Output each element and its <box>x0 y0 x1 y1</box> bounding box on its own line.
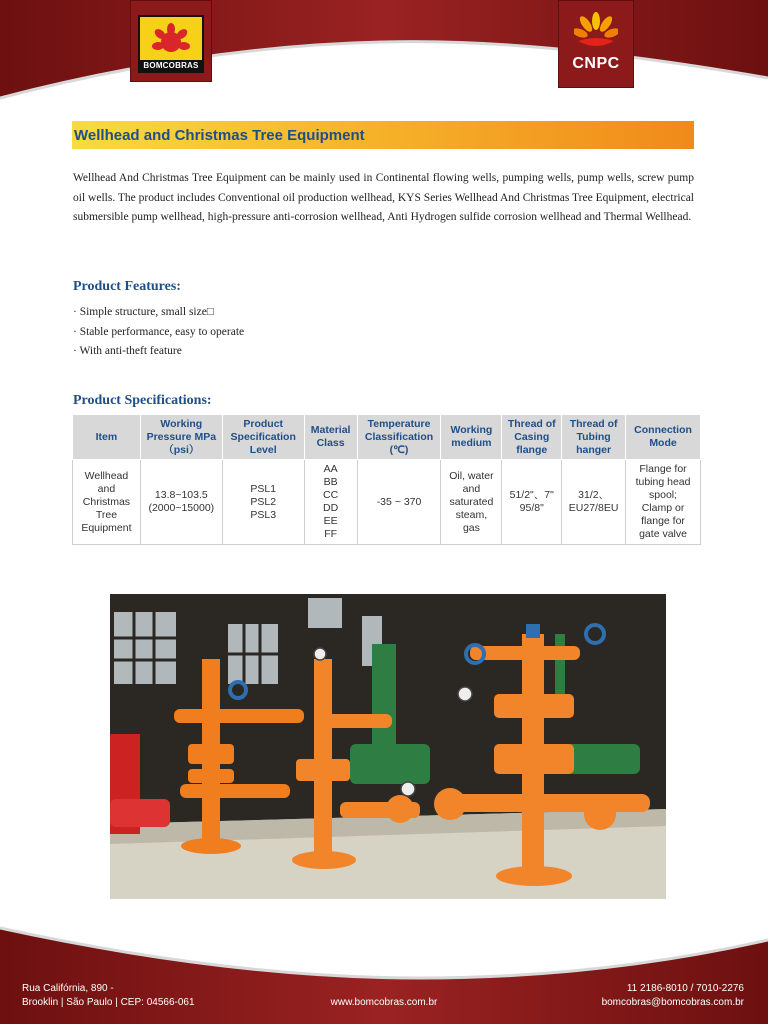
table-header-row <box>73 415 701 460</box>
footer-website-link[interactable]: www.bomcobras.com.br <box>330 997 438 1008</box>
equipment-photo <box>110 594 666 899</box>
cell-working-pressure: 13.8~103.5 (2000~15000) <box>140 460 222 545</box>
feature-item: · Simple structure, small size□ <box>73 306 214 318</box>
shell-emblem-icon <box>151 22 191 58</box>
bomcobras-logo-text: BOMCOBRAS <box>140 60 202 71</box>
header-band <box>0 0 768 110</box>
header-working-pressure: Working Pressure MPa（psi） <box>140 415 222 460</box>
header-temperature: Temperature Classification (℃) <box>357 415 441 460</box>
footer-address-line2: Brooklin | São Paulo | CEP: 04566-061 <box>22 997 195 1008</box>
cell-spec-level: PSL1 PSL2 PSL3 <box>222 460 304 545</box>
cell-working-medium: Oil, water and saturated steam, gas <box>441 460 502 545</box>
features-list <box>73 303 244 362</box>
header-item: Item <box>73 415 141 460</box>
cell-item: Wellhead and Christmas Tree Equipment <box>73 460 141 545</box>
cnpc-flower-icon <box>574 11 618 51</box>
intro-paragraph: Wellhead And Christmas Tree Equipment can be mainly used in Continental flowing wells, pumping wells, pump wells, screw pump oil wells. The product includes Conventional oil production wellhead, KYS Series Wellhead And Christmas Tree Equipment, electrical submersible pump wellhead, high-pressure anti-corrosion wellhead, Anti Hydrogen sulfide corrosion wellhead and Thermal Wellhead. <box>73 172 694 224</box>
footer-phone: 11 2186-8010 / 7010-2276 <box>626 983 744 994</box>
footer-contact <box>602 982 744 1010</box>
specifications-heading: Product Specifications: <box>73 393 212 408</box>
header-material-class: Material Class <box>304 415 357 460</box>
feature-item: · With anti-theft feature <box>73 345 182 357</box>
header-working-medium: Working medium <box>441 415 502 460</box>
footer-band <box>0 920 768 1024</box>
table-row <box>73 460 701 545</box>
header-spec-level: Product Specification Level <box>222 415 304 460</box>
cell-tubing-thread: 31/2、 EU27/8EU <box>562 460 626 545</box>
cnpc-logo-text: CNPC <box>572 55 620 72</box>
footer-email-link[interactable]: bomcobras@bomcobras.com.br <box>601 997 744 1008</box>
footer-address-line1: Rua Califórnia, 890 - <box>22 983 114 994</box>
cell-temperature: -35 ~ 370 <box>357 460 441 545</box>
specifications-table <box>72 414 701 545</box>
page-title-bar <box>72 121 694 149</box>
page-title: Wellhead and Christmas Tree Equipment <box>74 126 365 144</box>
features-heading: Product Features: <box>73 279 181 294</box>
bomcobras-logo <box>130 0 212 82</box>
feature-item: · Stable performance, easy to operate <box>73 325 245 338</box>
cell-material-class: AA BB CC DD EE FF <box>304 460 357 545</box>
cell-connection-mode: Flange for tubing head spool; Clamp or flange for gate valve <box>626 460 701 545</box>
cnpc-logo <box>558 0 634 88</box>
header-wave-graphic <box>0 0 768 110</box>
wellhead-equipment-illustration <box>110 594 666 899</box>
header-connection-mode: Connection Mode <box>626 415 701 460</box>
header-tubing-thread: Thread of Tubing hanger <box>562 415 626 460</box>
cell-casing-thread: 51/2"、7" 95/8" <box>502 460 562 545</box>
header-casing-thread: Thread of Casing flange <box>502 415 562 460</box>
